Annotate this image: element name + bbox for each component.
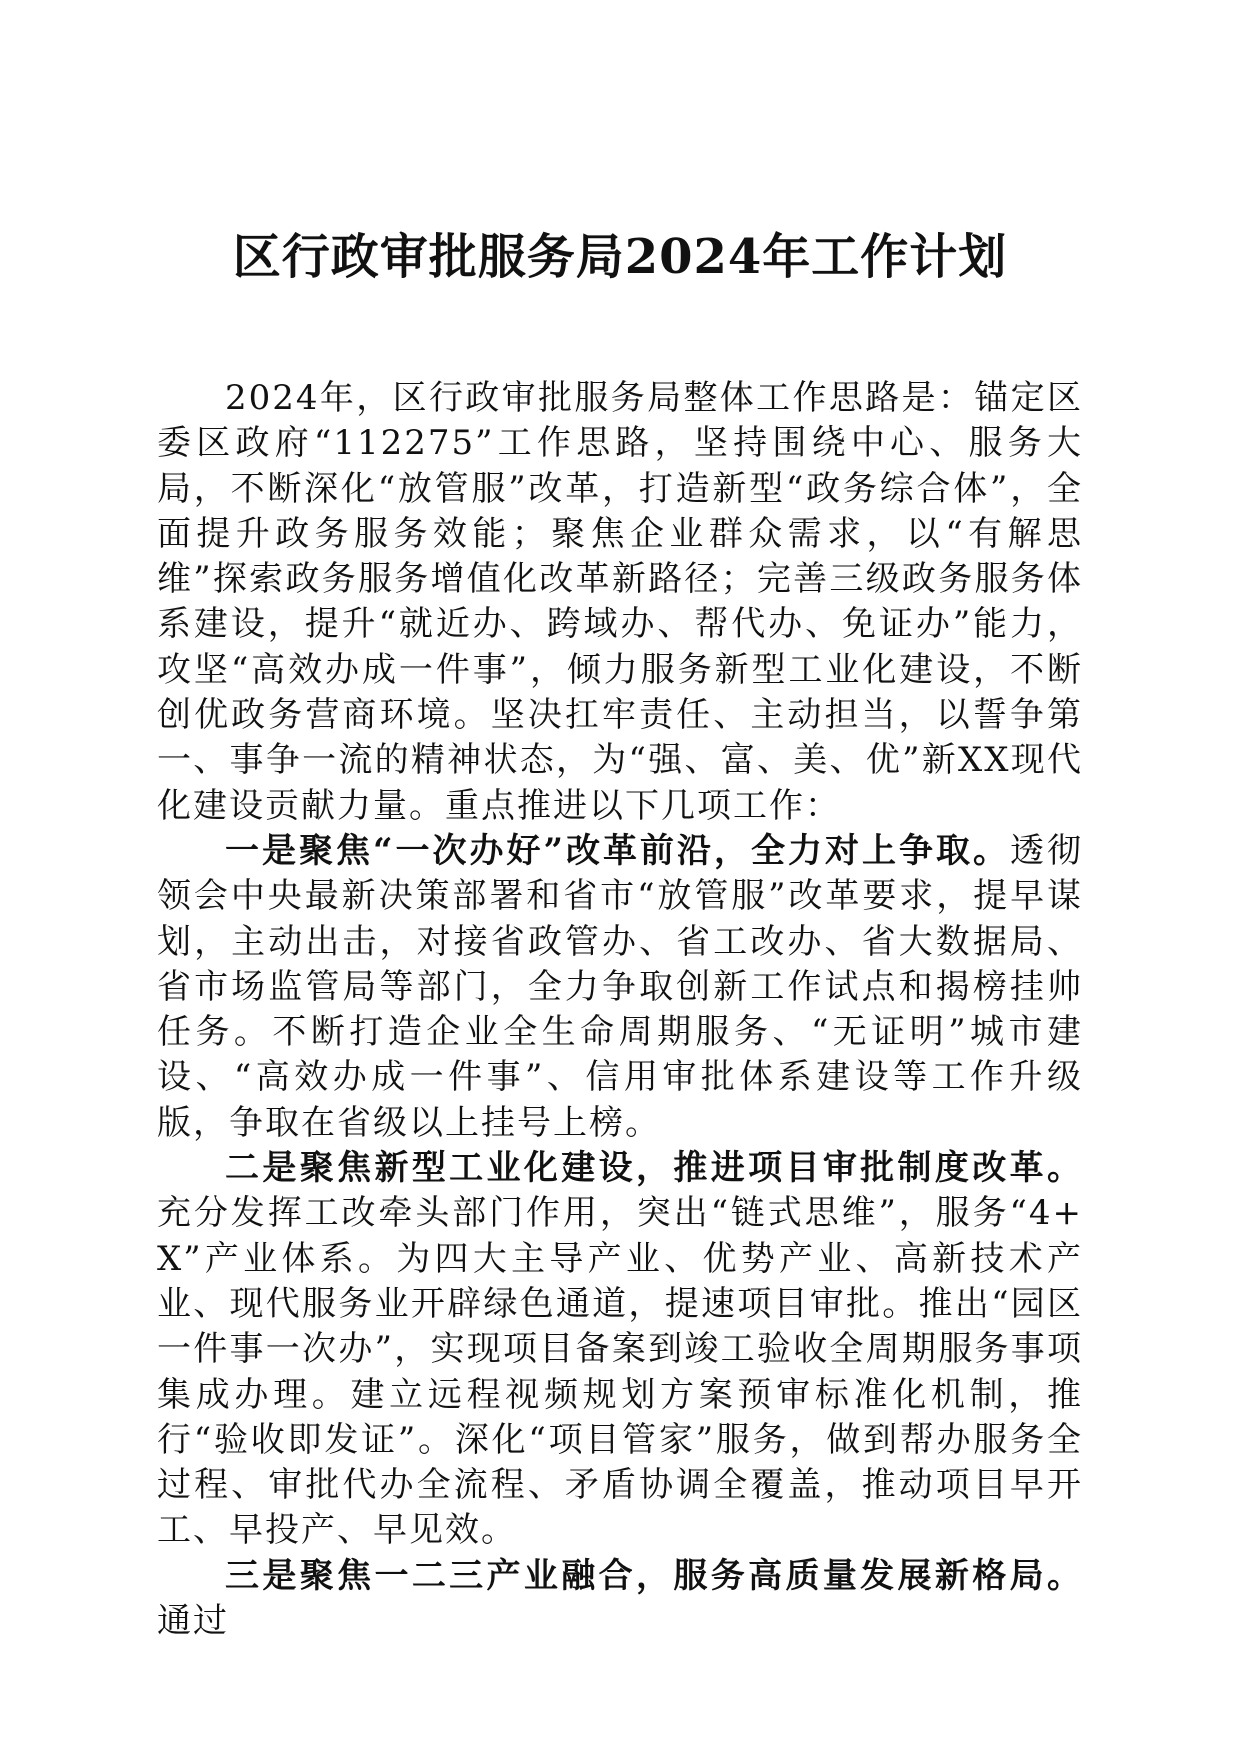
document-body <box>157 376 1083 1644</box>
point-three-paragraph <box>157 1554 1083 1645</box>
paragraph-text: 透彻领会中央最新决策部署和省市“放管服”改革要求，提早谋划，主动出击，对接省政管办、省工改办、省大数据局、省市场监管局等部门，全力争取创新工作试点和揭榜挂帅任务。不断打造企业全生命周期服务、“无证明”城市建设、“高效办成一件事”、信用审批体系建设等工作升级版，争取在省级以上挂号上榜。 <box>157 830 1083 1143</box>
document-title: 区行政审批服务局2024年工作计划 <box>232 229 1008 285</box>
paragraph-text: 充分发挥工改牵头部门作用，突出“链式思维”，服务“4+X”产业体系。为四大主导产业、优势产业、高新技术产业、现代服务业开辟绿色通道，提速项目审批。推出“园区一件事一次办”，实现项目备案到竣工验收全周期服务事项集成办理。建立远程视频规划方案预审标准化机制，推行“验收即发证”。深化“项目管家”服务，做到帮办服务全过程、审批代办全流程、矛盾协调全覆盖，推动项目早开工、早投产、早见效。 <box>157 1193 1083 1551</box>
paragraph-text: 通过 <box>157 1601 229 1642</box>
point-two-paragraph <box>157 1146 1083 1554</box>
paragraph-lead-heading: 二是聚焦新型工业化建设，推进项目审批制度改革。 <box>225 1148 1083 1189</box>
paragraph-text: 2024年，区行政审批服务局整体工作思路是：锚定区委区政府“112275”工作思路，坚持围绕中心、服务大局，不断深化“放管服”改革，打造新型“政务综合体”，全面提升政务服务效能；聚焦企业群众需求，以“有解思维”探索政务服务增值化改革新路径；完善三级政务服务体系建设，提升“就近办、跨域办、帮代办、免证办”能力，攻坚“高效办成一件事”，倾力服务新型工业化建设，不断创优政务营商环境。坚决扛牢责任、主动担当，以誓争第一、事争一流的精神状态，为“强、富、美、优”新XX现代化建设贡献力量。重点推进以下几项工作： <box>157 378 1083 826</box>
paragraph-lead-heading: 三是聚焦一二三产业融合，服务高质量发展新格局。 <box>225 1555 1083 1596</box>
intro-paragraph <box>157 376 1083 829</box>
paragraph-lead-heading: 一是聚焦“一次办好”改革前沿，全力对上争取。 <box>225 830 1010 871</box>
point-one-paragraph <box>157 829 1083 1146</box>
